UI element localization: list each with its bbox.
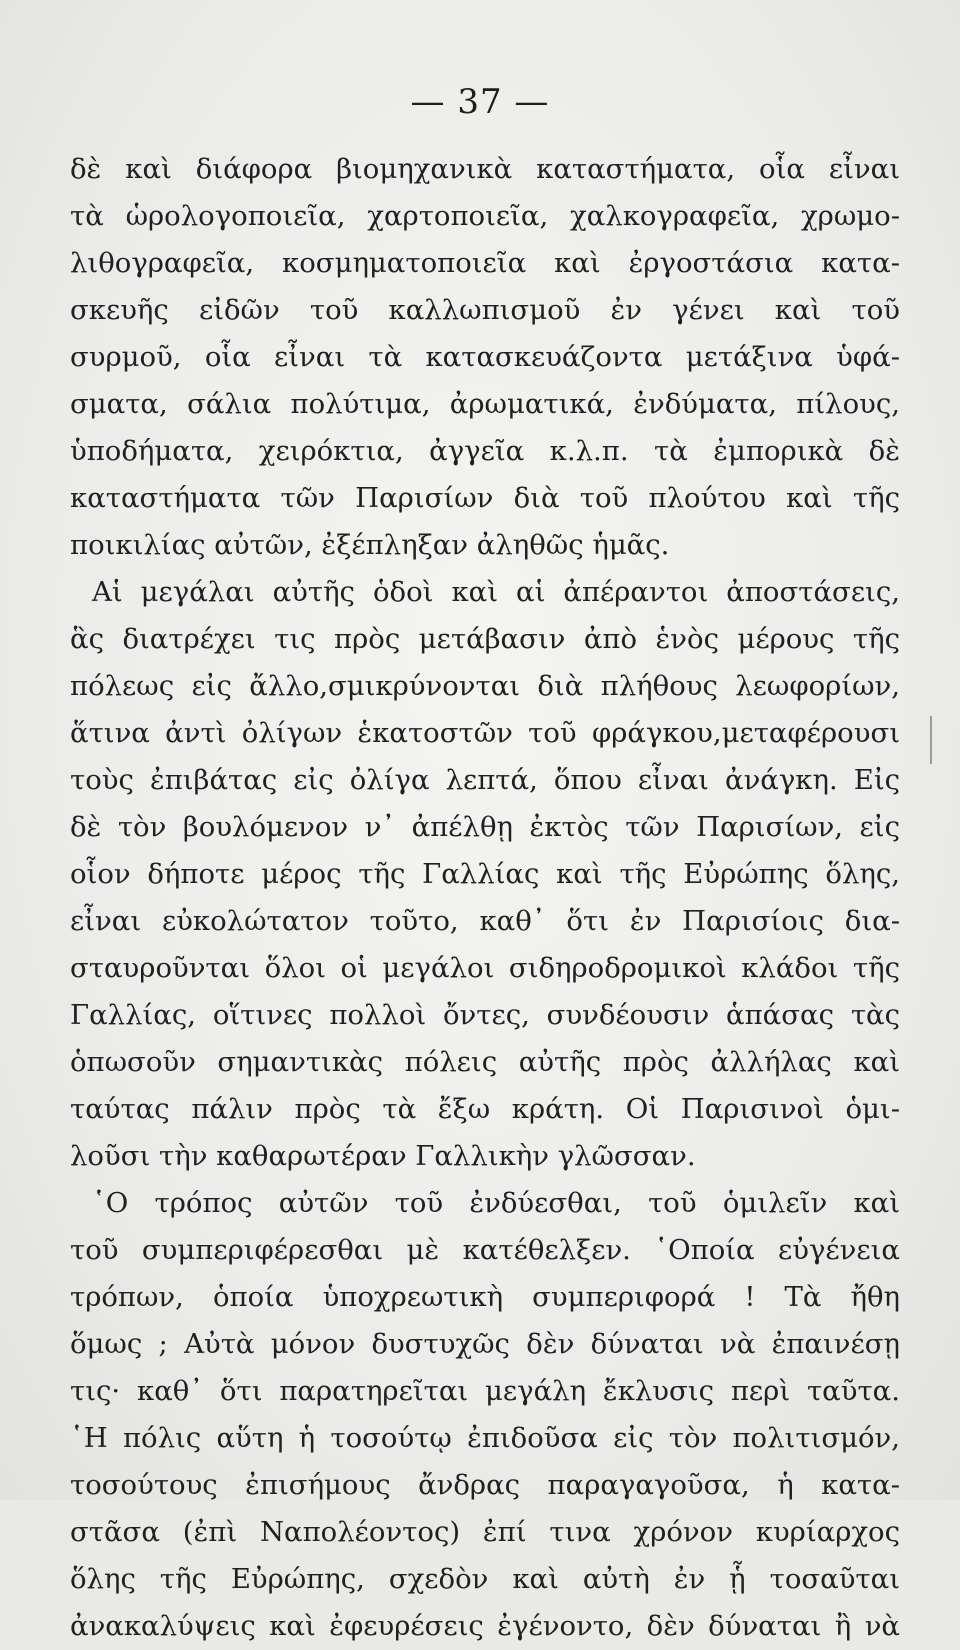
text-line: πόλεως εἰς ἄλλο,σμικρύνονται διὰ πλήθους λεωφορίων, xyxy=(70,670,900,702)
text-line: τοὺς ἐπιβάτας εἰς ὀλίγα λεπτά, ὅπου εἶναι ἀνάγκη. Εἰς xyxy=(70,764,900,796)
text-line: Αἱ μεγάλαι αὐτῆς ὁδοὶ καὶ αἱ ἀπέραντοι ἀποστάσεις, xyxy=(92,576,900,608)
text-line: τοῦ συμπεριφέρεσθαι μὲ κατέθελξεν. ῾Οποία εὐγένεια xyxy=(70,1234,900,1266)
text-line: σταυροῦνται ὅλοι οἱ μεγάλοι σιδηροδρομικοὶ κλάδοι τῆς xyxy=(70,952,900,984)
text-line: σκευῆς εἰδῶν τοῦ καλλωπισμοῦ ἐν γένει καὶ τοῦ xyxy=(70,294,900,326)
text-line: εἶναι εὐκολώτατον τοῦτο, καθ᾽ ὅτι ἐν Παρισίοις δια- xyxy=(70,905,900,937)
text-line: οἷον δήποτε μέρος τῆς Γαλλίας καὶ τῆς Εὐρώπης ὅλης, xyxy=(70,858,900,890)
text-line: δὲ καὶ διάφορα βιομηχανικὰ καταστήματα, οἷα εἶναι xyxy=(70,153,900,185)
text-line: λιθογραφεῖα, κοσμηματοποιεῖα καὶ ἐργοστάσια κατα- xyxy=(70,247,900,279)
text-line: τὰ ὡρολογοποιεῖα, χαρτοποιεῖα, χαλκογραφεῖα, χρωμο- xyxy=(70,200,900,232)
text-line: ἀνακαλύψεις καὶ ἐφευρέσεις ἐγένοντο, δὲν δύναται ἢ νὰ xyxy=(70,1610,900,1642)
text-line: Γαλλίας, οἵτινες πολλοὶ ὄντες, συνδέουσιν ἁπάσας τὰς xyxy=(70,999,900,1031)
text-line: καταστήματα τῶν Παρισίων διὰ τοῦ πλούτου καὶ τῆς xyxy=(70,482,900,514)
text-line: λοῦσι τὴν καθαρωτέραν Γαλλικὴν γλῶσσαν. xyxy=(70,1140,696,1172)
text-line: ὁπωσοῦν σημαντικὰς πόλεις αὐτῆς πρὸς ἀλλήλας καὶ xyxy=(70,1046,900,1078)
text-line: στᾶσα (ἐπὶ Ναπολέοντος) ἐπί τινα χρόνον κυρίαρχος xyxy=(70,1516,900,1548)
text-line: ὅλης τῆς Εὐρώπης, σχεδὸν καὶ αὐτὴ ἐν ᾗ τοσαῦται xyxy=(70,1563,900,1595)
text-line: ταύτας πάλιν πρὸς τὰ ἔξω κράτη. Οἱ Παρισινοὶ ὁμι- xyxy=(70,1093,900,1125)
text-line: τις· καθ᾽ ὅτι παρατηρεῖται μεγάλη ἔκλυσις περὶ ταῦτα. xyxy=(70,1375,900,1407)
text-line: ῾Ο τρόπος αὐτῶν τοῦ ἐνδύεσθαι, τοῦ ὁμιλεῖν καὶ xyxy=(92,1187,900,1219)
text-line: συρμοῦ, οἷα εἶναι τὰ κατασκευάζοντα μετάξινα ὑφά- xyxy=(70,341,900,373)
text-line: τοσούτους ἐπισήμους ἄνδρας παραγαγοῦσα, ἡ κατα- xyxy=(70,1469,900,1501)
margin-pencil-mark xyxy=(930,716,932,764)
text-line: ἅτινα ἀντὶ ὀλίγων ἑκατοστῶν τοῦ φράγκου,μεταφέρουσι xyxy=(70,717,900,749)
text-line: ἃς διατρέχει τις πρὸς μετάβασιν ἀπὸ ἑνὸς μέρους τῆς xyxy=(70,623,900,655)
text-line: σματα, σάλια πολύτιμα, ἀρωματικά, ἐνδύματα, πίλους, xyxy=(70,388,900,420)
text-line: ποικιλίας αὐτῶν, ἐξέπληξαν ἀληθῶς ἡμᾶς. xyxy=(70,529,670,561)
text-line: ῾Η πόλις αὕτη ἡ τοσούτῳ ἐπιδοῦσα εἰς τὸν πολιτισμόν, xyxy=(70,1422,900,1454)
text-line: ὑποδήματα, χειρόκτια, ἀγγεῖα κ.λ.π. τὰ ἐμπορικὰ δὲ xyxy=(70,435,900,467)
page-number: — 37 — xyxy=(410,82,550,122)
body-text xyxy=(70,146,900,1650)
text-line: ὅμως ; Αὐτὰ μόνον δυστυχῶς δὲν δύναται νὰ ἐπαινέσῃ xyxy=(70,1328,900,1360)
text-line: τρόπων, ὁποία ὑποχρεωτικὴ συμπεριφορά ! Τὰ ἤθη xyxy=(70,1281,900,1313)
text-line: δὲ τὸν βουλόμενον ν᾽ ἀπέλθῃ ἐκτὸς τῶν Παρισίων, εἰς xyxy=(70,811,900,843)
